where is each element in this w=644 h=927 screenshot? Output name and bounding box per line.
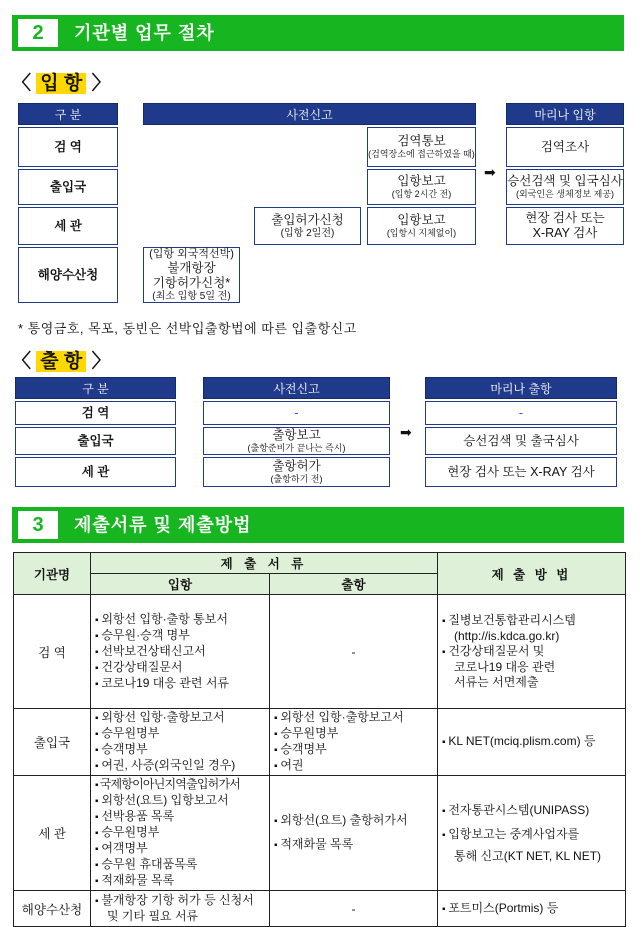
method-cell: ▪ 포트미스(Portmis) 등	[438, 891, 626, 927]
in-docs-cell: ▪ 외항선 입항·출항 통보서 ▪ 승무원·승객 명부 ▪ 선박보건상태신고서 ▪ 건강상태질문서 ▪ 코로나19 대응 관련 서류	[91, 595, 270, 709]
entry-heading-label: 입 항	[36, 73, 86, 94]
entry-row-oceans: 해양수산청	[18, 247, 118, 303]
in-docs-cell: ▪ 국제항이아닌지역출입허가서 ▪ 외항선(요트) 입항보고서 ▪ 선박용품 목록 ▪ 승무원명부 ▪ 여객명부 ▪ 승무원 휴대품목록 ▪ 적재화물 목록	[91, 776, 270, 891]
exit-header-category: 구 분	[15, 377, 176, 399]
entry-header-pre: 사전신고	[143, 103, 476, 125]
exit-quarantine-pre: -	[203, 401, 390, 425]
entry-row-quarantine: 검 역	[18, 127, 118, 167]
method-cell: ▪ 질병보건통합관리시스템 (http://is.kdca.go.kr) ▪ 건강상태질문서 및 코로나19 대응 관련 서류는 서면제출	[438, 595, 626, 709]
header-out: 출항	[270, 574, 438, 595]
arrow-right-icon: ➡	[484, 164, 496, 180]
header-method: 제 출 방 법	[438, 553, 626, 595]
exit-customs-marina: 현장 검사 또는 X-RAY 검사	[425, 457, 617, 487]
section-title: 제출서류 및 제출방법	[74, 515, 252, 535]
quarantine-notice-box: 검역통보 (검역장소에 접근하였을 때)	[367, 127, 476, 167]
header-docs: 제 출 서 류	[91, 553, 438, 574]
header-in: 입항	[91, 574, 270, 595]
exit-immigration-pre: 출항보고 (출항준비가 끝나는 즉시)	[203, 427, 390, 455]
exit-row-customs: 세 관	[15, 457, 176, 487]
header-org: 기관명	[14, 553, 91, 595]
bracket-left: 〈	[12, 73, 32, 94]
exit-customs-pre: 출항허가 (출항하기 전)	[203, 457, 390, 487]
immigration-marina-box: 승선검색 및 입국심사 (외국인은 생체정보 제공)	[506, 169, 624, 205]
entry-header-marina: 마리나 입항	[506, 103, 624, 125]
table-row	[14, 776, 626, 891]
table-header-row	[14, 553, 626, 574]
org-cell: 세 관	[14, 776, 91, 891]
entry-note: * 통영금호, 목포, 동빈은 선박입출항법에 따른 입출항신고	[18, 321, 357, 336]
oceans-permit-box: (입항 외국적선박) 불개항장 기항허가신청* (최소 입항 5일 전)	[143, 247, 240, 303]
section-3-header	[12, 507, 624, 543]
entry-row-customs: 세 관	[18, 207, 118, 245]
table-row	[14, 595, 626, 709]
section-number: 3	[18, 511, 58, 539]
in-docs-cell: ▪ 불개항장 기항 허가 등 신청서 및 기타 필요 서류	[91, 891, 270, 927]
bracket-right: 〉	[91, 351, 111, 372]
org-cell: 출입국	[14, 709, 91, 776]
out-docs-cell: ▪ 외항선(요트) 출항허가서 ▪ 적재화물 목록	[270, 776, 438, 891]
out-docs-cell: -	[270, 891, 438, 927]
section-2-header	[12, 15, 624, 51]
out-docs-cell: -	[270, 595, 438, 709]
in-docs-cell: ▪ 외항선 입항·출항보고서 ▪ 승무원명부 ▪ 승객명부 ▪ 여권, 사증(외국인일 경우)	[91, 709, 270, 776]
exit-heading-label: 출 항	[36, 351, 86, 372]
entry-heading	[12, 68, 111, 95]
entry-row-immigration: 출입국	[18, 169, 118, 205]
org-cell: 해양수산청	[14, 891, 91, 927]
table-row	[14, 891, 626, 927]
arrow-right-icon: ➡	[400, 424, 412, 440]
documents-table	[13, 552, 626, 927]
immigration-report-box: 입항보고 (입항 2시간 전)	[367, 169, 476, 205]
method-cell: ▪ 전자통관시스템(UNIPASS) ▪ 입항보고는 중계사업자를 통해 신고(KT NET, KL NET)	[438, 776, 626, 891]
quarantine-marina-box: 검역조사	[506, 127, 624, 167]
section-title: 기관별 업무 절차	[74, 23, 215, 43]
section-number: 2	[18, 19, 58, 47]
customs-report-box: 입항보고 (입항시 지체없이)	[367, 207, 476, 245]
method-cell: ▪ KL NET(mciq.plism.com) 등	[438, 709, 626, 776]
exit-immigration-marina: 승선검색 및 출국심사	[425, 427, 617, 455]
bracket-right: 〉	[91, 73, 111, 94]
entry-header-category: 구 분	[18, 103, 118, 125]
table-row	[14, 709, 626, 776]
org-cell: 검 역	[14, 595, 91, 709]
exit-row-quarantine: 검 역	[15, 401, 176, 425]
exit-quarantine-marina: -	[425, 401, 617, 425]
customs-permit-box: 출입허가신청 (입항 2일전)	[254, 207, 361, 245]
exit-heading	[12, 346, 111, 373]
exit-header-marina: 마리나 출항	[425, 377, 617, 399]
out-docs-cell: ▪ 외항선 입항·출항보고서 ▪ 승무원명부 ▪ 승객명부 ▪ 여권	[270, 709, 438, 776]
exit-row-immigration: 출입국	[15, 427, 176, 455]
exit-header-pre: 사전신고	[203, 377, 390, 399]
customs-marina-box: 현장 검사 또는 X-RAY 검사	[506, 207, 624, 245]
bracket-left: 〈	[12, 351, 32, 372]
